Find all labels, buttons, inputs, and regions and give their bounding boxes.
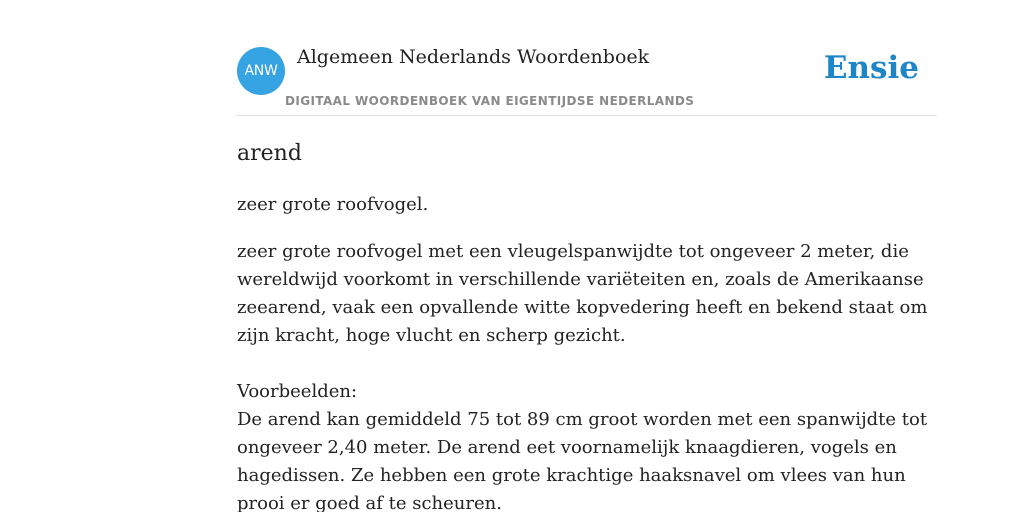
entry-content [237, 139, 937, 512]
short-definition: zeer grote roofvogel. [237, 194, 429, 215]
site-tagline: DIGITAAL WOORDENBOEK VAN EIGENTIJDSE NEDERLANDS [285, 94, 695, 108]
logo-text: ANW [244, 63, 278, 79]
ensie-brand-link[interactable]: Ensie [823, 50, 919, 86]
examples-label: Voorbeelden: [237, 381, 358, 402]
long-definition: zeer grote roofvogel met een vleugelspanwijdte tot ongeveer 2 meter, die wereldwijd voorkomt in verschillende variëteiten en, zoals de Amerikaanse zeearend, vaak een opvallende witte kopvedering heeft en bekend staat om zijn kracht, hoge vlucht en scherp gezicht. [237, 241, 928, 346]
examples-text: De arend kan gemiddeld 75 tot 89 cm groot worden met een spanwijdte tot ongeveer 2,40 meter. De arend eet voornamelijk knaagdieren, vogels en hagedissen. Ze hebben een grote krachtige haaksnavel om vlees van hun prooi er goed af te scheuren. [237, 409, 928, 512]
site-title-link[interactable]: Algemeen Nederlands Woordenboek [297, 46, 650, 68]
anw-logo[interactable] [237, 47, 285, 95]
site-header [236, 44, 937, 116]
entry-word: arend [237, 141, 302, 166]
